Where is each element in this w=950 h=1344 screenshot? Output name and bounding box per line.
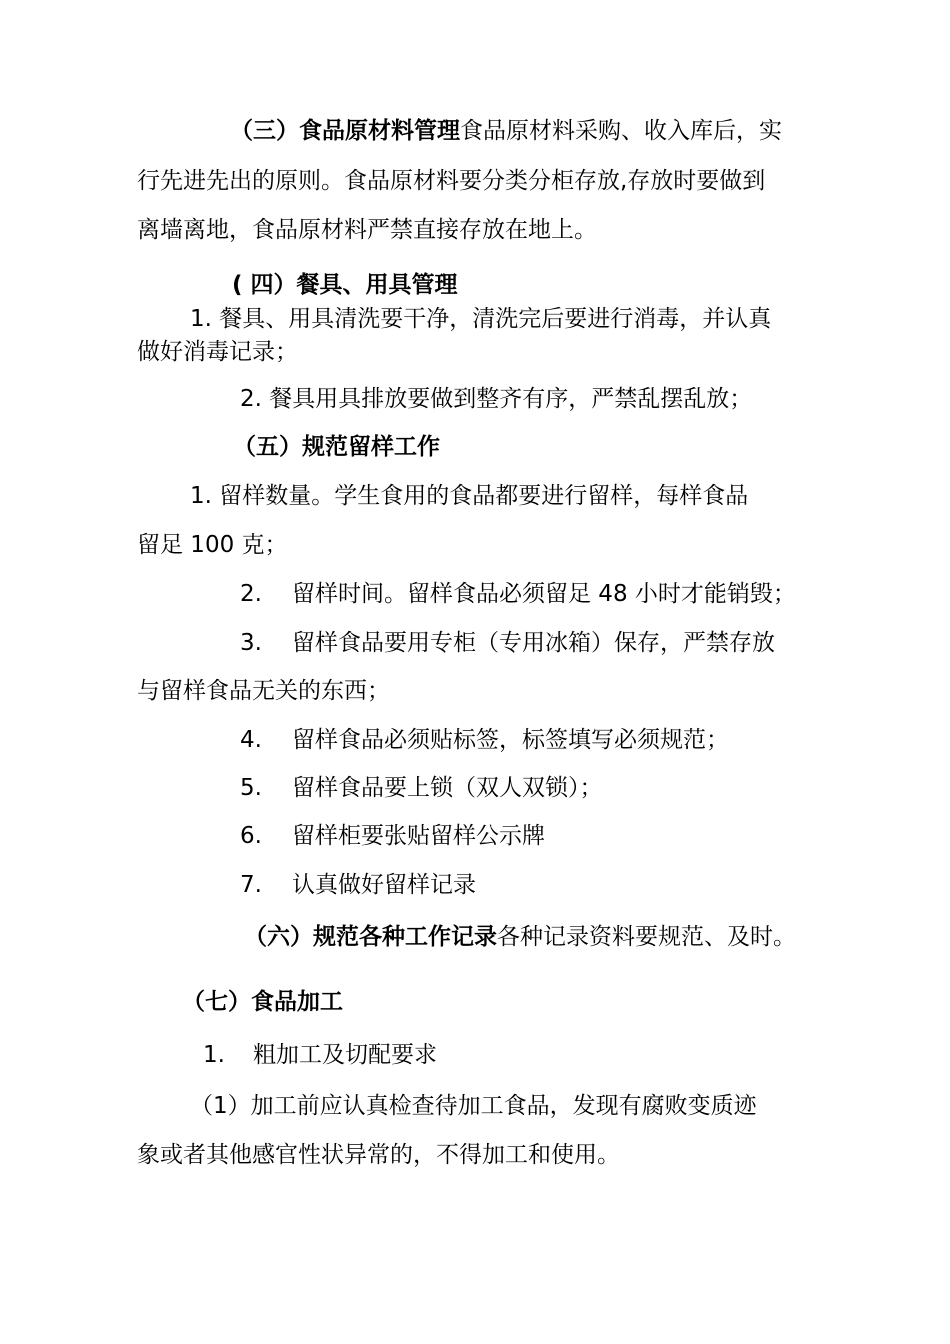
- section3-text1: 食品原材料采购、收入库后，实: [460, 118, 782, 144]
- section6-heading: （六）规范各种工作记录: [244, 924, 497, 950]
- section7-sub1: [203, 1040, 437, 1070]
- section5-item1-line1: 1. 留样数量。学生食用的食品都要进行留样，每样食品: [190, 483, 749, 509]
- section4-item2: 2. 餐具用具排放要做到整齐有序，严禁乱摆乱放；: [240, 386, 753, 412]
- section5-item-2: [240, 579, 796, 609]
- item-text: 留样柜要张贴留样公示牌: [292, 823, 545, 849]
- section5-item3-line2: 与留样食品无关的东西；: [137, 678, 390, 704]
- item-number: 5.: [240, 775, 262, 801]
- item-number: 6.: [240, 823, 262, 849]
- section5-item-3: [240, 628, 775, 658]
- item-number: 3.: [240, 630, 262, 656]
- section4-item1-line2: 做好消毒记录；: [137, 339, 298, 365]
- section5-item-4: [240, 725, 729, 755]
- section4-item1-line1: 1. 餐具、用具清洗要干净，清洗完后要进行消毒，并认真: [190, 306, 772, 332]
- item-text: 留样食品要上锁（双人双锁）；: [292, 775, 603, 801]
- item-number: 4.: [240, 727, 262, 753]
- section7-para1-line1: （1）加工前应认真检查待加工食品，发现有腐败变质迹: [190, 1093, 757, 1119]
- section3-line2: 行先进先出的原则。食品原材料要分类分柜存放,存放时要做到: [137, 168, 766, 194]
- section6-text: 各种记录资料要规范、及时。: [497, 924, 796, 950]
- section3-line3: 离墙离地，食品原材料严禁直接存放在地上。: [137, 217, 597, 243]
- section7-para1-line2: 象或者其他感官性状异常的，不得加工和使用。: [137, 1142, 620, 1168]
- section3-line1: [230, 116, 782, 146]
- section5-item1-line2: 留足 100 克；: [137, 532, 288, 558]
- section7-heading: （七）食品加工: [182, 989, 343, 1015]
- section5-item-7: [240, 870, 476, 900]
- section5-heading: （五）规范留样工作: [233, 434, 440, 460]
- sub1-text: 粗加工及切配要求: [253, 1042, 437, 1068]
- item-text: 认真做好留样记录: [292, 872, 476, 898]
- section5-item-6: [240, 821, 545, 851]
- section5-item-5: [240, 773, 603, 803]
- section6-line: [244, 922, 796, 952]
- item-text: 留样食品要用专柜（专用冰箱）保存，严禁存放: [292, 630, 775, 656]
- item-text: 留样时间。留样食品必须留足 48 小时才能销毁；: [292, 581, 796, 607]
- item-number: 2.: [240, 581, 262, 607]
- item-number: 7.: [240, 872, 262, 898]
- item-text: 留样食品必须贴标签，标签填写必须规范；: [292, 727, 729, 753]
- section3-heading: （三）食品原材料管理: [230, 118, 460, 144]
- section4-heading: ( 四）餐具、用具管理: [232, 272, 458, 298]
- sub1-number: 1.: [203, 1042, 225, 1068]
